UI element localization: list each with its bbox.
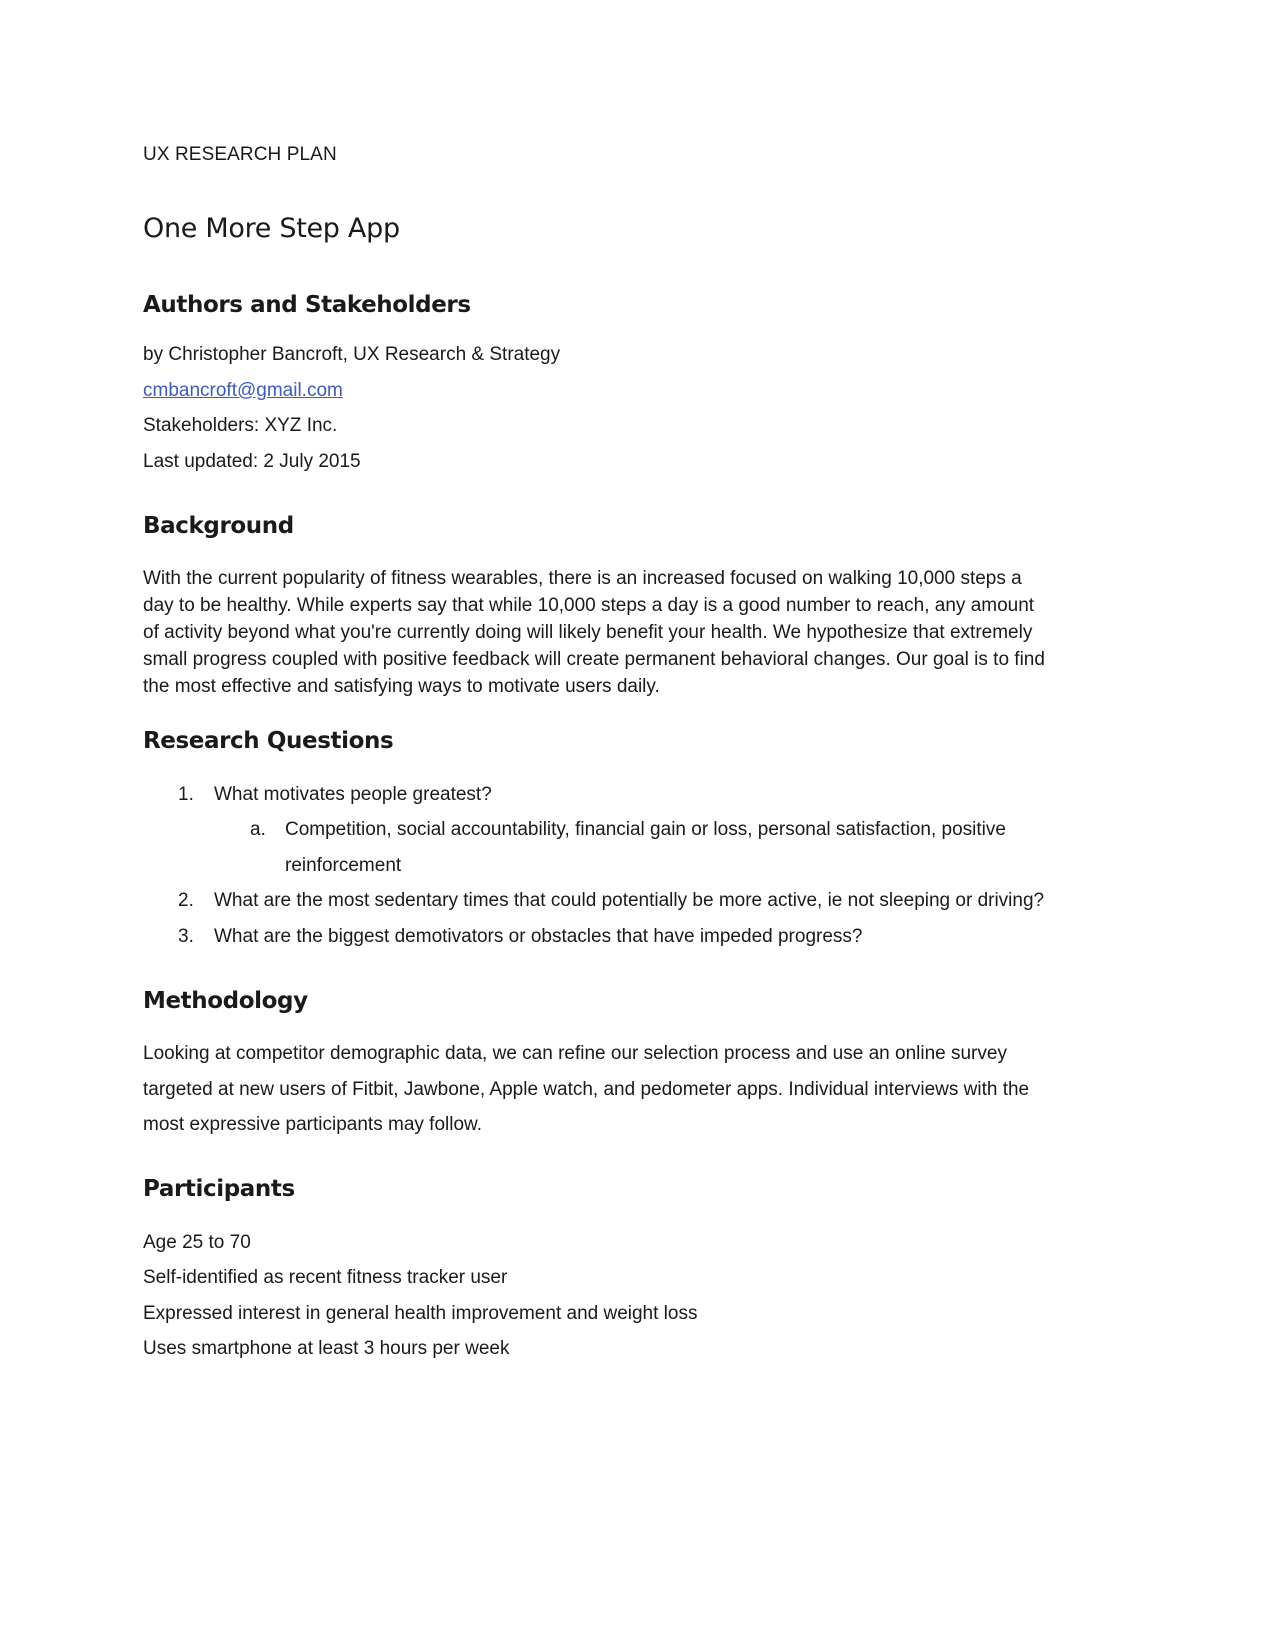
list-item-text: What are the most sedentary times that could potentially be more active, ie not sleeping or driving?: [214, 890, 1045, 911]
email-line: [143, 380, 343, 402]
background-line: the most effective and satisfying ways to motivate users daily.: [143, 676, 660, 697]
list-letter: a.: [250, 819, 266, 840]
list-number: 3.: [178, 926, 194, 947]
list-item-text: What motivates people greatest?: [214, 784, 492, 805]
background-line: small progress coupled with positive feedback will create permanent behavioral changes. Our goal is to find: [143, 649, 1045, 670]
participant-criterion: Self-identified as recent fitness tracker user: [143, 1267, 508, 1288]
participant-criterion: Uses smartphone at least 3 hours per week: [143, 1338, 510, 1359]
list-item-text: What are the biggest demotivators or obstacles that have impeded progress?: [214, 926, 863, 947]
participant-criterion: Expressed interest in general health improvement and weight loss: [143, 1303, 698, 1324]
document-title: One More Step App: [143, 213, 400, 244]
list-item-text: Competition, social accountability, financial gain or loss, personal satisfaction, positive: [285, 819, 1006, 840]
document-label: UX RESEARCH PLAN: [143, 144, 337, 165]
last-updated-line: Last updated: 2 July 2015: [143, 451, 361, 472]
participants-heading: Participants: [143, 1176, 295, 1202]
methodology-line: Looking at competitor demographic data, we can refine our selection process and use an online survey: [143, 1043, 1007, 1064]
methodology-heading: Methodology: [143, 988, 308, 1014]
authors-heading: Authors and Stakeholders: [143, 292, 471, 318]
participant-criterion: Age 25 to 70: [143, 1232, 251, 1253]
background-line: day to be healthy. While experts say that while 10,000 steps a day is a good number to reach, any amount: [143, 595, 1035, 616]
methodology-line: targeted at new users of Fitbit, Jawbone, Apple watch, and pedometer apps. Individual interviews with the: [143, 1079, 1030, 1100]
background-line: With the current popularity of fitness wearables, there is an increased focused on walking 10,000 steps a: [143, 568, 1022, 589]
research-questions-heading: Research Questions: [143, 728, 394, 754]
stakeholders-line: Stakeholders: XYZ Inc.: [143, 415, 338, 436]
background-line: of activity beyond what you're currently doing will likely benefit your health. We hypothesize that extremely: [143, 622, 1033, 643]
email-link[interactable]: cmbancroft@gmail.com: [143, 380, 343, 401]
background-heading: Background: [143, 513, 294, 539]
list-number: 1.: [178, 784, 194, 805]
list-item-text: reinforcement: [285, 855, 402, 876]
methodology-line: most expressive participants may follow.: [143, 1114, 482, 1135]
list-number: 2.: [178, 890, 194, 911]
author-byline: by Christopher Bancroft, UX Research & Strategy: [143, 344, 561, 365]
